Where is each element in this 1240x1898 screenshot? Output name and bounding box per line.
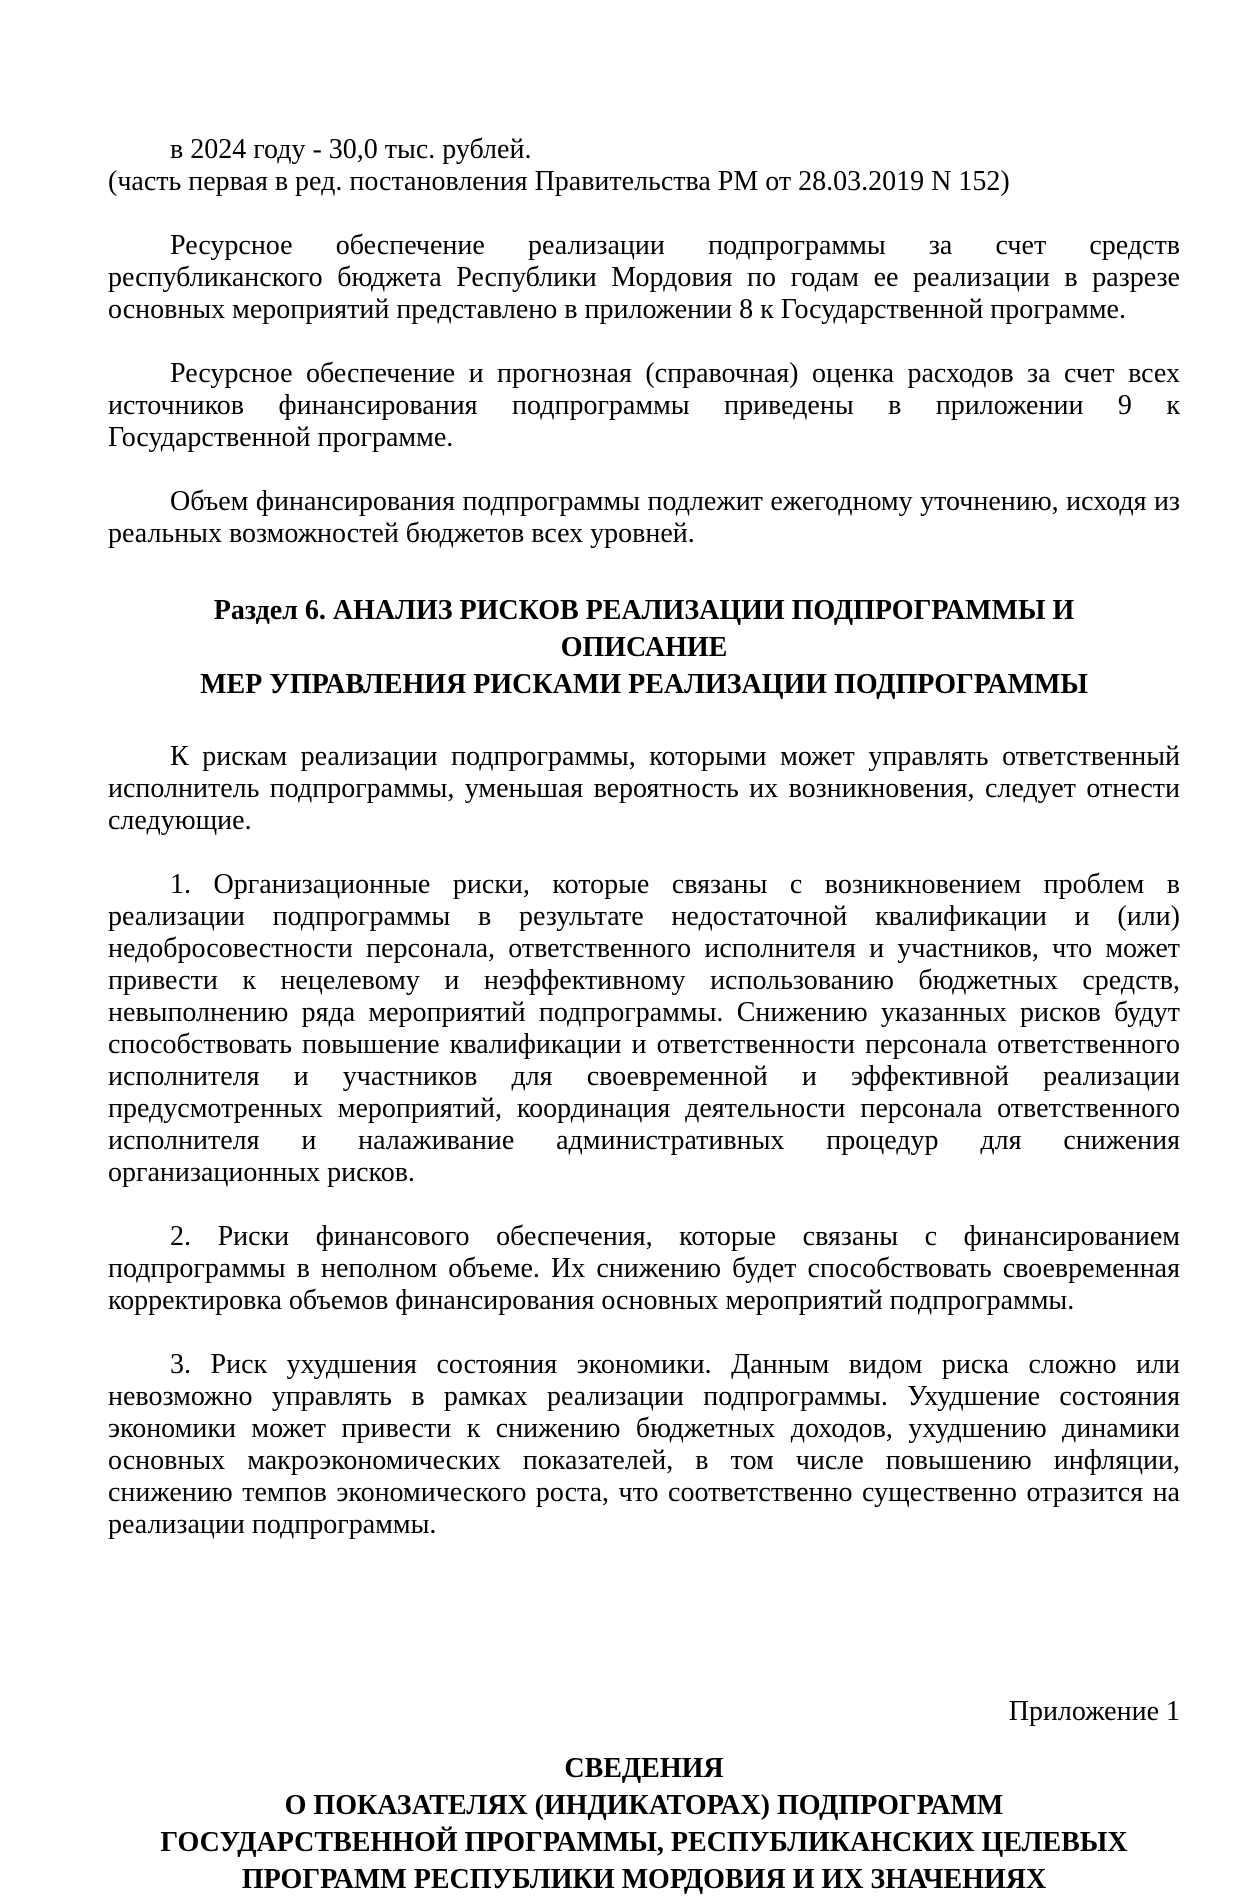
annex-heading [108, 1750, 1180, 1898]
amendment-note-line: (часть первая в ред. постановления Правительства РМ от 28.03.2019 N 152) [108, 166, 1010, 197]
annex-heading-line1: СВЕДЕНИЯ [564, 1753, 724, 1784]
annex-heading-line4: ПРОГРАММ РЕСПУБЛИКИ МОРДОВИЯ И ИХ ЗНАЧЕНИЯХ [241, 1864, 1047, 1895]
funding-amount-line: в 2024 году - 30,0 тыс. рублей. [170, 134, 532, 165]
paragraph-risk-economy: 3. Риск ухудшения состояния экономики. Данным видом риска сложно или невозможно управлять в рамках реализации подпрограммы. Ухудшение состояния экономики может привести к снижению бюджетных доходов, ухудшению динамики основных макроэкономических показателей, в том числе повышению инфляции, снижению темпов экономического роста, что соответственно существенно отразится на реализации подпрограммы. [108, 1349, 1180, 1540]
annex-heading-line3: ГОСУДАРСТВЕННОЙ ПРОГРАММЫ, РЕСПУБЛИКАНСКИХ ЦЕЛЕВЫХ [160, 1827, 1128, 1858]
section6-heading-line3: МЕР УПРАВЛЕНИЯ РИСКАМИ РЕАЛИЗАЦИИ ПОДПРОГРАММЫ [200, 669, 1088, 700]
paragraph-risk-financial: 2. Риски финансового обеспечения, которые связаны с финансированием подпрограммы в неполном объеме. Их снижению будет способствовать своевременная корректировка объемов финансирования основных мероприятий подпрограммы. [108, 1221, 1180, 1316]
section6-heading-line2: ОПИСАНИЕ [560, 632, 728, 663]
paragraph-risk-organizational: 1. Организационные риски, которые связаны с возникновением проблем в реализации подпрограммы в результате недостаточной квалификации и (или) недобросовестности персонала, ответственного исполнителя и участников, что может привести к нецелевому и неэффективному использованию бюджетных средств, невыполнению ряда мероприятий подпрограммы. Снижению указанных рисков будут способствовать повышение квалификации и ответственности персонала ответственного исполнителя и участников для своевременной и эффективной реализации предусмотренных мероприятий, координация деятельности персонала ответственного исполнителя и налаживание административных процедур для снижения организационных рисков. [108, 869, 1180, 1188]
paragraph-funding-volume: Объем финансирования подпрограммы подлежит ежегодному уточнению, исходя из реальных возможностей бюджетов всех уровней. [108, 486, 1180, 549]
annex-heading-line2: О ПОКАЗАТЕЛЯХ (ИНДИКАТОРАХ) ПОДПРОГРАММ [284, 1790, 1004, 1821]
annex-label: Приложение 1 [1008, 1696, 1180, 1727]
paragraph-resource-forecast: Ресурсное обеспечение и прогнозная (справочная) оценка расходов за счет всех источников финансирования подпрограммы приведены в приложении 9 к Государственной программе. [108, 358, 1180, 453]
paragraph-resource-budget: Ресурсное обеспечение реализации подпрограммы за счет средств республиканского бюджета Республики Мордовия по годам ее реализации в разрезе основных мероприятий представлено в приложении 8 к Государственной программе. [108, 230, 1180, 325]
section6-heading-line1: Раздел 6. АНАЛИЗ РИСКОВ РЕАЛИЗАЦИИ ПОДПРОГРАММЫ И [213, 595, 1075, 626]
section6-heading [108, 592, 1180, 703]
paragraph-risks-intro: К рискам реализации подпрограммы, которыми может управлять ответственный исполнитель подпрограммы, уменьшая вероятность их возникновения, следует отнести следующие. [108, 741, 1180, 836]
